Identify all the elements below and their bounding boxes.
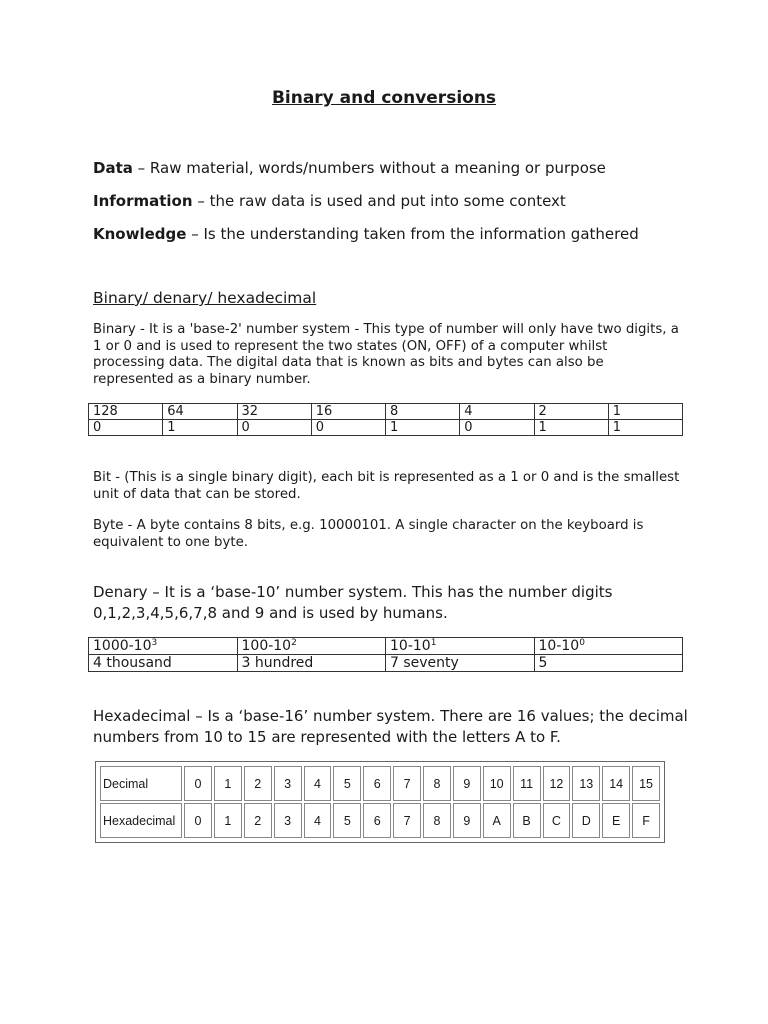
table-cell: 12 [543, 766, 571, 801]
table-cell: 5 [333, 766, 361, 801]
definition-text: – Raw material, words/numbers without a meaning or purpose [132, 159, 606, 177]
table-cell [386, 638, 535, 655]
table-row [100, 766, 660, 801]
table-cell [237, 638, 386, 655]
table-row [89, 420, 683, 436]
definition-term: Information [93, 192, 193, 210]
table-cell: 1 [386, 420, 460, 436]
table-row [100, 803, 660, 838]
table-cell: 3 hundred [237, 655, 386, 672]
table-cell: 0 [184, 803, 212, 838]
definition-text: – Is the understanding taken from the information gathered [186, 225, 639, 243]
power-base: 10-10 [390, 638, 431, 654]
table-cell: 9 [453, 766, 481, 801]
table-cell: 6 [363, 803, 391, 838]
hex-paragraph: Hexadecimal – Is a ‘base-16’ number system. There are 16 values; the decimal numbers from 10 to 15 are represented with the letters A to F. [93, 707, 688, 746]
table-cell: 14 [602, 766, 630, 801]
definition-text: – the raw data is used and put into some context [192, 192, 566, 210]
table-row [89, 638, 683, 655]
table-cell: 0 [89, 420, 163, 436]
table-cell: E [602, 803, 630, 838]
table-row [89, 404, 683, 420]
definition-term: Data [93, 159, 133, 177]
table-cell: 1 [608, 404, 682, 420]
table-row [89, 655, 683, 672]
table-cell: 64 [163, 404, 237, 420]
table-cell: 15 [632, 766, 660, 801]
definition-data [93, 159, 606, 177]
table-cell: 1 [163, 420, 237, 436]
table-cell: D [572, 803, 600, 838]
table-cell: 2 [534, 404, 608, 420]
table-cell [534, 638, 683, 655]
table-cell: 1 [608, 420, 682, 436]
power-base: 10-10 [538, 638, 580, 654]
table-cell: A [483, 803, 511, 838]
power-exponent: 2 [291, 638, 297, 648]
table-cell: 7 [393, 766, 421, 801]
hex-table [98, 764, 662, 840]
table-cell: 13 [572, 766, 600, 801]
definition-knowledge [93, 225, 639, 243]
table-cell: 2 [244, 803, 272, 838]
table-cell: F [632, 803, 660, 838]
table-cell: 16 [311, 404, 385, 420]
table-cell: 1 [214, 766, 242, 801]
row-label: Decimal [100, 766, 182, 801]
page-title: Binary and conversions [271, 88, 497, 108]
table-cell: 4 [304, 766, 332, 801]
row-label: Hexadecimal [100, 803, 182, 838]
power-exponent: 0 [579, 638, 585, 648]
table-cell: 0 [237, 420, 311, 436]
section-heading: Binary/ denary/ hexadecimal [93, 289, 317, 307]
table-cell [89, 638, 238, 655]
table-cell: 8 [423, 803, 451, 838]
table-cell: 3 [274, 803, 302, 838]
table-cell: 11 [513, 766, 541, 801]
table-cell: 0 [184, 766, 212, 801]
table-cell: 128 [89, 404, 163, 420]
table-cell: 0 [460, 420, 534, 436]
table-cell: 4 thousand [89, 655, 238, 672]
power-exponent: 3 [151, 638, 158, 648]
table-cell: C [543, 803, 571, 838]
power-exponent: 1 [430, 638, 437, 648]
table-cell: B [513, 803, 541, 838]
table-cell: 5 [534, 655, 683, 672]
binary-paragraph: Binary - It is a 'base-2' number system - This type of number will only have two digits, a 1 or 0 and is used to represent the two states (ON, OFF) of a computer whilst processing data. The digital data that is known as bits and bytes can also be represented as a binary number. [93, 322, 679, 387]
table-cell: 32 [237, 404, 311, 420]
table-cell: 2 [244, 766, 272, 801]
power-base: 1000-10 [93, 638, 152, 654]
definition-term: Knowledge [93, 225, 187, 243]
table-cell: 5 [333, 803, 361, 838]
table-cell: 9 [453, 803, 481, 838]
table-cell: 8 [386, 404, 460, 420]
table-cell: 7 seventy [386, 655, 535, 672]
table-cell: 4 [304, 803, 332, 838]
table-cell: 7 [393, 803, 421, 838]
power-base: 100-10 [241, 638, 292, 654]
table-cell: 4 [460, 404, 534, 420]
table-cell: 1 [214, 803, 242, 838]
byte-paragraph: Byte - A byte contains 8 bits, e.g. 10000101. A single character on the keyboard is equivalent to one byte. [93, 518, 644, 550]
bit-paragraph: Bit - (This is a single binary digit), each bit is represented as a 1 or 0 and is the smallest unit of data that can be stored. [93, 470, 680, 502]
table-cell: 3 [274, 766, 302, 801]
table-cell: 1 [534, 420, 608, 436]
definition-information [93, 192, 566, 210]
table-cell: 6 [363, 766, 391, 801]
table-cell: 0 [311, 420, 385, 436]
table-cell: 8 [423, 766, 451, 801]
binary-table [88, 403, 683, 436]
hex-table-box [95, 761, 665, 843]
denary-paragraph: Denary – It is a ‘base-10’ number system. This has the number digits 0,1,2,3,4,5,6,7,8 and 9 and is used by humans. [93, 583, 613, 622]
table-cell: 10 [483, 766, 511, 801]
denary-table [88, 637, 683, 672]
